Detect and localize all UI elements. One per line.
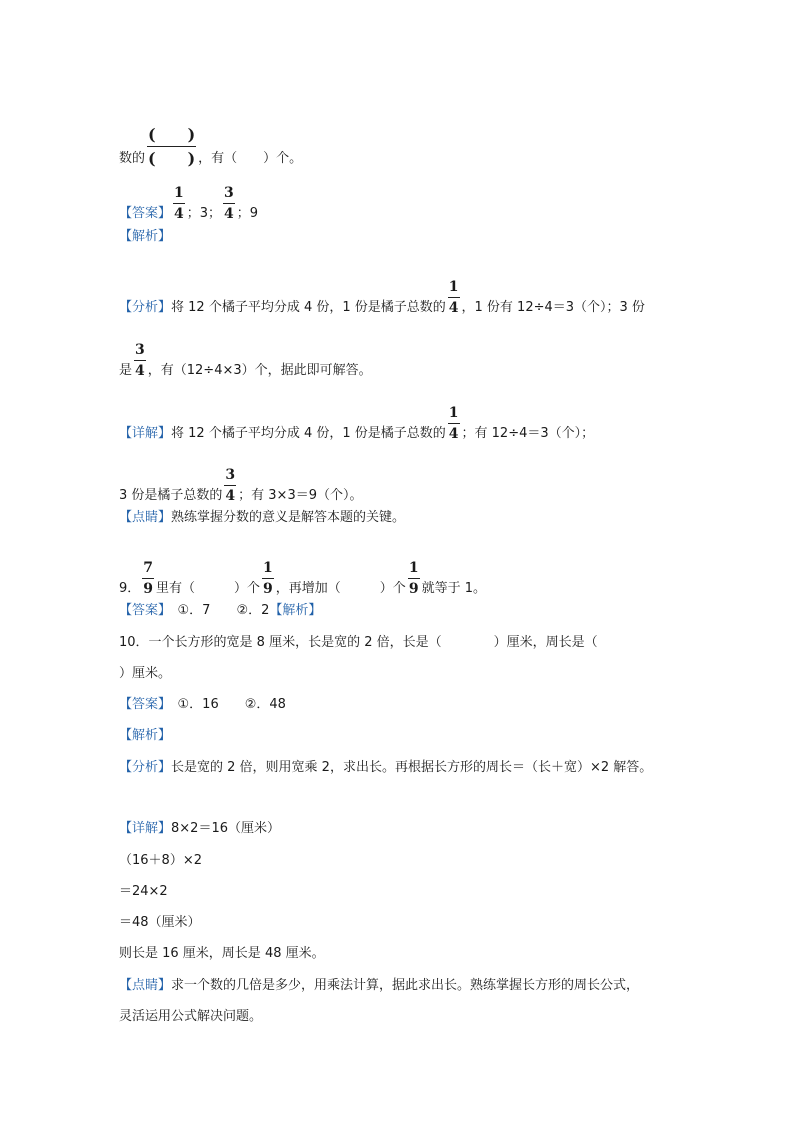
- fraction: [448, 405, 460, 442]
- text: ，有（12÷4×3）个，据此即可解答。: [147, 363, 372, 378]
- text: 求一个数的几倍是多少，用乘法计算，据此求出长。熟练掌握长方形的周长公式，: [171, 978, 640, 993]
- text: 就等于 1。: [421, 581, 486, 596]
- text: 长是宽的 2 倍，则用宽乘 2，求出长。再根据长方形的周长＝（长＋宽）×2 解答。: [171, 760, 653, 775]
- detail-10-line: 则长是 16 厘米，周长是 48 厘米。: [119, 946, 325, 961]
- text: 将 12 个橘子平均分成 4 份，1 份是橘子总数的: [171, 426, 446, 441]
- detail-tag: 【详解】: [119, 426, 172, 441]
- key-point-10-cont: 灵活运用公式解决问题。: [119, 1009, 263, 1024]
- answer-10: [119, 696, 286, 714]
- question-10-cont: ）厘米。: [119, 666, 172, 681]
- fraction: [134, 342, 146, 379]
- answer-tag: 【答案】: [119, 697, 165, 712]
- text: ①．16 ②．48: [164, 697, 286, 712]
- fraction-denominator: 4: [173, 203, 185, 222]
- answer-9: [119, 602, 321, 620]
- question-8-tail: [119, 125, 303, 180]
- detail-10: [119, 820, 280, 838]
- key-point-10: [119, 977, 639, 995]
- text: 3 份是橘子总数的: [119, 488, 223, 503]
- fraction: [262, 560, 274, 597]
- fraction-numerator: 3: [225, 467, 236, 483]
- answer-8: [119, 185, 259, 232]
- fraction-numerator: 7: [143, 560, 154, 576]
- answer-tag: 【答案】: [119, 603, 165, 618]
- fraction-denominator: 9: [142, 578, 154, 597]
- text: 数的: [119, 151, 146, 166]
- fraction: [408, 560, 420, 597]
- analysis-tag: 【解析】: [119, 229, 172, 244]
- analysis-tag: 【分析】: [119, 300, 172, 315]
- text: 是: [119, 363, 133, 378]
- question-10: 10．一个长方形的宽是 8 厘米，长是宽的 2 倍，长是（ ）厘米，周长是（: [119, 635, 598, 650]
- text: 熟练掌握分数的意义是解答本题的关键。: [171, 510, 406, 525]
- detail-10-line: ＝48（厘米）: [119, 915, 201, 930]
- fraction-denominator: 4: [448, 297, 460, 316]
- detail-10-line: （16＋8）×2: [119, 853, 202, 868]
- fraction: [223, 185, 235, 222]
- fraction-denominator: 4: [223, 203, 235, 222]
- text: ；有 3×3＝9（个）。: [238, 488, 363, 503]
- text: ，1 份有 12÷4＝3（个）；3 份: [461, 300, 645, 315]
- answer-tag: 【答案】: [119, 206, 172, 221]
- fraction: [173, 185, 185, 222]
- analysis-10: [119, 759, 652, 777]
- key-point-tag: 【点睛】: [119, 510, 172, 525]
- detail-8: [119, 405, 595, 452]
- analysis-tag: 【分析】: [119, 760, 172, 775]
- analysis-tag: 【解析】: [119, 728, 172, 743]
- fraction-numerator: 1: [263, 560, 273, 576]
- analysis-8: [119, 279, 645, 326]
- analysis-tag: 【解析】: [269, 603, 322, 618]
- fraction-denominator: 4: [134, 360, 146, 379]
- blank-fraction: [147, 125, 196, 168]
- fraction-numerator: 1: [448, 405, 459, 421]
- text: 将 12 个橘子平均分成 4 份，1 份是橘子总数的: [171, 300, 446, 315]
- text: ；3；: [186, 206, 222, 221]
- fraction-numerator: 3: [224, 185, 234, 201]
- analysis-8-cont: [119, 342, 372, 389]
- key-point-8: [119, 509, 405, 527]
- text: ，再增加（ ）个: [275, 581, 406, 596]
- fraction-numerator: ( ): [148, 125, 196, 144]
- fraction-numerator: 1: [174, 185, 184, 201]
- detail-tag: 【详解】: [119, 821, 172, 836]
- fraction-denominator: 9: [262, 578, 274, 597]
- question-number: 9．: [119, 581, 141, 596]
- text: ，有（ ）个。: [198, 151, 303, 166]
- fraction-numerator: 3: [135, 342, 145, 358]
- text: 8×2＝16（厘米）: [171, 821, 280, 836]
- fraction: [224, 467, 236, 504]
- text: ①．7 ②．2: [164, 603, 270, 618]
- text: ；有 12÷4＝3（个）；: [461, 426, 595, 441]
- fraction-denominator: ( ): [147, 146, 196, 168]
- detail-10-line: ＝24×2: [119, 884, 168, 899]
- fraction-denominator: 9: [408, 578, 420, 597]
- fraction-numerator: 1: [408, 560, 419, 576]
- fraction-denominator: 4: [448, 423, 460, 442]
- fraction-numerator: 1: [448, 279, 459, 295]
- key-point-tag: 【点睛】: [119, 978, 172, 993]
- fraction: [448, 279, 460, 316]
- text: 里有（ ）个: [156, 581, 261, 596]
- text: ；9: [236, 206, 259, 221]
- fraction: [142, 560, 154, 597]
- fraction-denominator: 4: [224, 485, 236, 504]
